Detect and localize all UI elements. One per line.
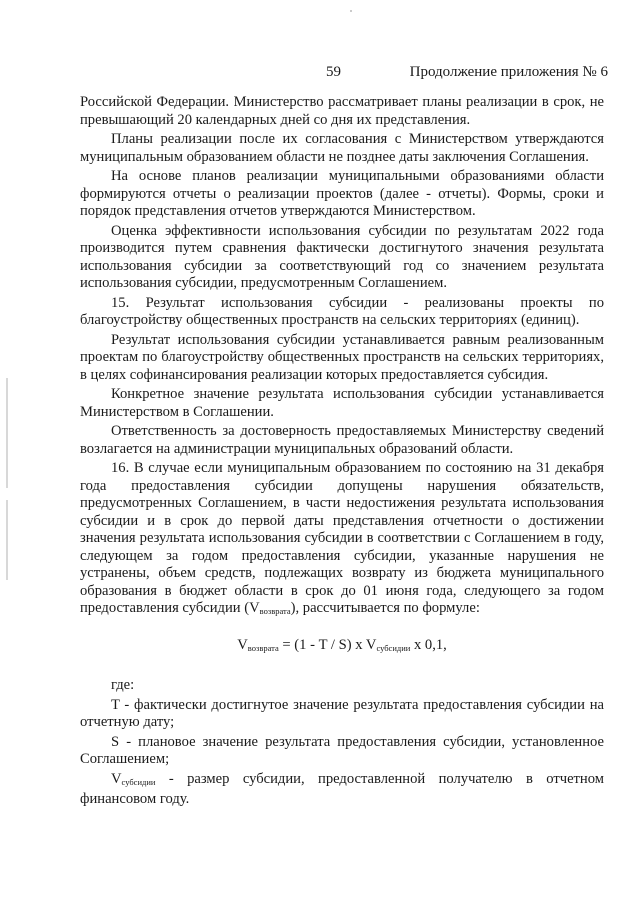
document-body (80, 94, 604, 811)
formula (80, 637, 604, 658)
margin-mark (6, 378, 8, 488)
paragraph: Оценка эффективности использования субсидии по результатам 2022 года производится путем сравнения фактически достигнутого значения результата использования субсидии за соответствующий год со значением результата использования субсидии, предусмотренным Соглашением. (80, 222, 604, 291)
definition-v-text: - размер субсидии, предоставленной получателю в отчетном финансовом году. (80, 770, 604, 807)
paragraph: Ответственность за достоверность предоставляемых Министерству сведений возлагается на администрации муниципальных образований области. (80, 423, 604, 457)
definition-t: T - фактически достигнутое значение результата предоставления субсидии на отчетную дату; (80, 696, 604, 730)
definition-v (80, 771, 604, 809)
paragraph: Планы реализации после их согласования с Министерством утверждаются муниципальным образованием области не позднее даты заключения Соглашения. (80, 131, 604, 165)
paragraph: 15. Результат использования субсидии - реализованы проекты по благоустройству общественных пространств на сельских территориях (единиц). (80, 294, 604, 328)
paragraph-16-text: 16. В случае если муниципальным образованием по состоянию на 31 декабря года предоставления субсидии допущены нарушения обязательств, предусмотренных Соглашением, в части недостижения результата использования субсидии и в срок до первой даты представления отчетности о достижении значения результата использования субсидии в соответствии с Соглашением в году, следующем за годом предоставления субсидии, указанные нарушения не устранены, объем средств, подлежащих возврату из бюджета муниципального образования в бюджет области в срок до 01 июня года, следующего за годом предоставления субсидии (V (80, 460, 604, 616)
definition-s: S - плановое значение результата предоставления субсидии, установленное Соглашением; (80, 733, 604, 767)
where-label: где: (111, 677, 135, 693)
formula-sub-subsidii: субсидии (376, 642, 411, 653)
paragraph-16-tail: ), рассчитывается по формуле: (290, 600, 480, 616)
formula-v: V (237, 636, 248, 653)
definition-v-symbol: V (111, 770, 122, 787)
definition-v-sub: субсидии (121, 776, 156, 787)
paragraph-16 (80, 460, 604, 621)
paragraph: Конкретное значение результата использования субсидии устанавливается Министерством в Соглашении. (80, 386, 604, 420)
formula-sub-vozvrata: возврата (247, 642, 279, 653)
formula-tail: x 0,1, (410, 636, 447, 653)
page-header (0, 64, 640, 84)
subscript-vozvrata: возврата (259, 606, 291, 616)
paragraph: Результат использования субсидии устанавливается равным реализованным проектам по благоустройству общественных пространств на сельских территориях, в целях софинансирования реализации которых предоставляется субсидия. (80, 331, 604, 383)
paragraph: На основе планов реализации муниципальными образованиями области формируются отчеты о реализации проектов (далее - отчеты). Формы, сроки и порядок представления отчетов утверждаются Министерством. (80, 168, 604, 219)
formula-middle: = (1 - T / S) x V (278, 636, 377, 653)
page-number: 59 (326, 64, 341, 80)
paragraph: Российской Федерации. Министерство рассматривает планы реализации в срок, не превышающий 20 календарных дней со дня их представления. (80, 94, 604, 128)
appendix-continuation: Продолжение приложения № 6 (409, 64, 608, 80)
scan-dot (350, 10, 352, 12)
margin-mark (6, 500, 8, 580)
